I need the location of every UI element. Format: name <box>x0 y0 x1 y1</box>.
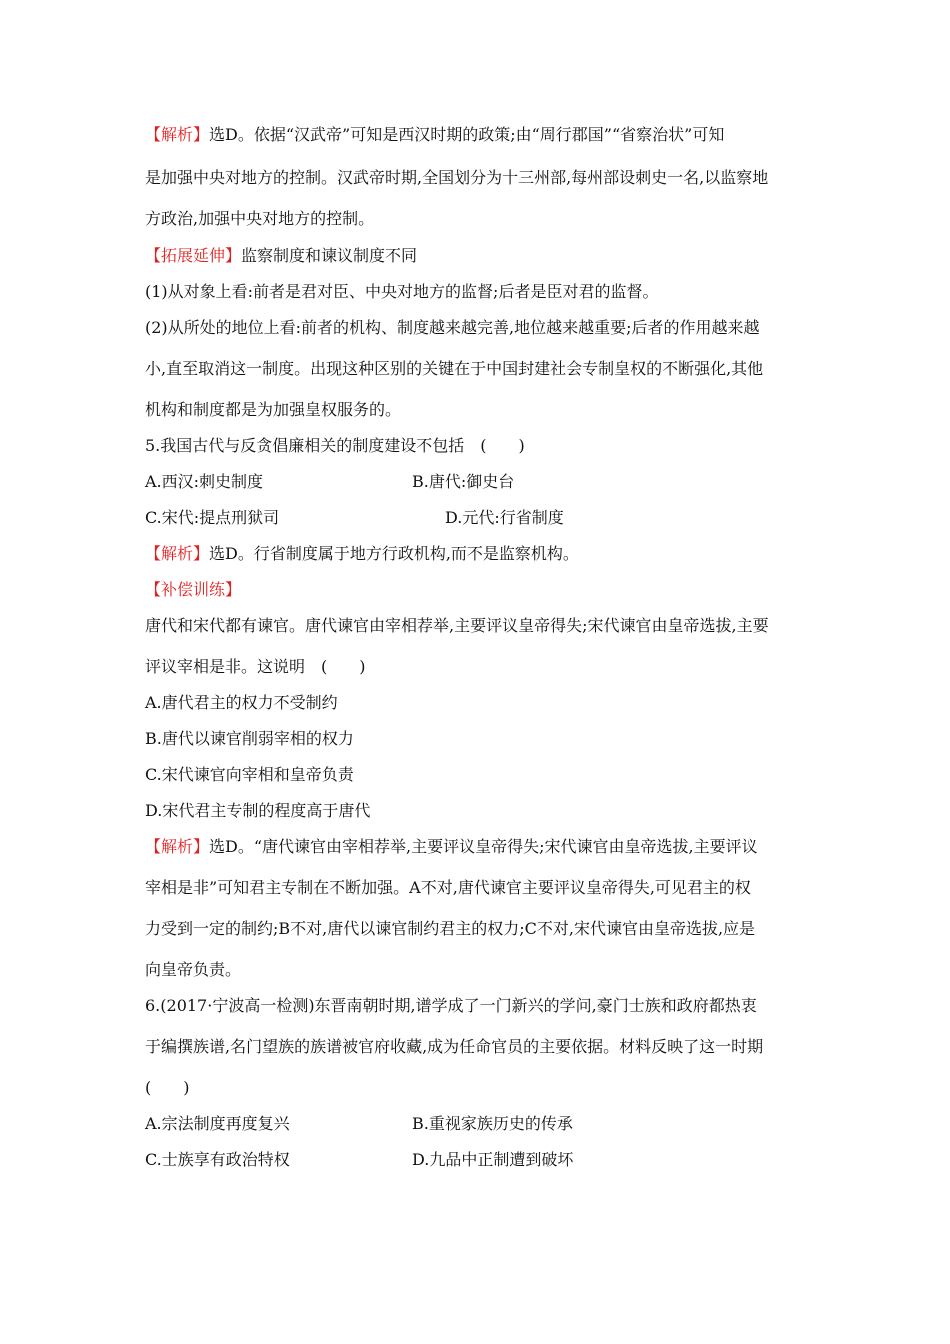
training-tag: 【补偿训练】 <box>145 580 242 599</box>
training-option-d: D.宋代君主专制的程度高于唐代 <box>145 801 371 820</box>
question-6-stem-line-3: ( ) <box>145 1078 190 1097</box>
question-5-option-d: D.元代:行省制度 <box>445 508 564 527</box>
question-6-option-b: B.重视家族历史的传承 <box>412 1114 573 1133</box>
extension-title: 监察制度和谏议制度不同 <box>241 246 418 265</box>
extension-point-1: (1)从对象上看:前者是君对臣、中央对地方的监督;后者是臣对君的监督。 <box>145 282 659 301</box>
training-analysis-tag: 【解析】 <box>145 837 210 856</box>
training-option-b: B.唐代以谏官削弱宰相的权力 <box>145 729 354 748</box>
training-analysis-text: 选D。“唐代谏官由宰相荐举,主要评议皇帝得失;宋代谏官由皇帝选拔,主要评议 <box>209 837 758 856</box>
extension-point-2-line-2: 小,直至取消这一制度。出现这种区别的关键在于中国封建社会专制皇权的不断强化,其他 <box>145 359 764 378</box>
training-option-a: A.唐代君主的权力不受制约 <box>145 693 338 712</box>
question-6-stem-line-2: 于编撰族谱,名门望族的族谱被官府收藏,成为任命官员的主要依据。材料反映了这一时期 <box>145 1037 764 1056</box>
training-option-c: C.宋代谏官向宰相和皇帝负责 <box>145 765 354 784</box>
analysis-line-2: 是加强中央对地方的控制。汉武帝时期,全国划分为十三州部,每州部设刺史一名,以监察地 <box>145 168 769 187</box>
extension-point-2-line-3: 机构和制度都是为加强皇权服务的。 <box>145 400 402 419</box>
question-5-stem: 5.我国古代与反贪倡廉相关的制度建设不包括 ( ) <box>145 436 525 455</box>
question-6-option-a: A.宗法制度再度复兴 <box>145 1114 290 1133</box>
question-5-analysis <box>145 543 579 565</box>
question-6-option-c: C.士族享有政治特权 <box>145 1150 290 1169</box>
extension-point-2-line-1: (2)从所处的地位上看:前者的机构、制度越来越完善,地位越来越重要;后者的作用越来越 <box>145 318 760 337</box>
analysis-line-3: 方政治,加强中央对地方的控制。 <box>145 209 375 228</box>
extension-heading <box>145 245 417 267</box>
question-5-analysis-tag: 【解析】 <box>145 544 210 563</box>
training-stem-line-2: 评议宰相是非。这说明 ( ) <box>145 657 366 676</box>
analysis-tag: 【解析】 <box>145 125 210 144</box>
training-heading <box>145 579 241 601</box>
question-6-stem-line-1: 6.(2017·宁波高一检测)东晋南朝时期,谱学成了一门新兴的学问,豪门士族和政府都热衷 <box>145 996 757 1015</box>
question-5-analysis-text: 选D。行省制度属于地方行政机构,而不是监察机构。 <box>209 544 579 563</box>
extension-tag: 【拓展延伸】 <box>145 246 242 265</box>
analysis-text: 选D。依据“汉武帝”可知是西汉时期的政策;由“周行郡国”“省察治状”可知 <box>209 125 725 144</box>
training-analysis-line-3: 力受到一定的制约;B不对,唐代以谏官制约君主的权力;C不对,宋代谏官由皇帝选拔,应是 <box>145 919 756 938</box>
question-5-option-c: C.宋代:提点刑狱司 <box>145 508 280 527</box>
training-analysis-line-1 <box>145 836 758 858</box>
analysis-line-1 <box>145 124 724 146</box>
training-analysis-line-2: 宰相是非”可知君主专制在不断加强。A不对,唐代谏官主要评议皇帝得失,可见君主的权 <box>145 878 751 897</box>
training-stem-line-1: 唐代和宋代都有谏官。唐代谏官由宰相荐举,主要评议皇帝得失;宋代谏官由皇帝选拔,主要 <box>145 616 769 635</box>
question-6-option-d: D.九品中正制遭到破坏 <box>412 1150 574 1169</box>
question-5-option-a: A.西汉:刺史制度 <box>145 472 264 491</box>
training-analysis-line-4: 向皇帝负责。 <box>145 960 242 979</box>
question-5-option-b: B.唐代:御史台 <box>412 472 515 491</box>
